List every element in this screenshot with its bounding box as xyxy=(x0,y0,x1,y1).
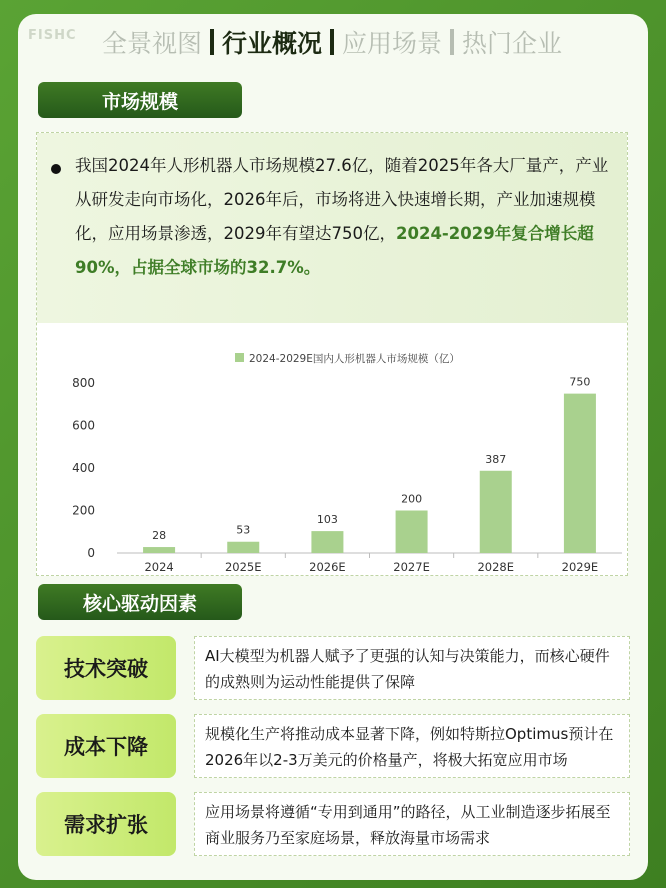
bar-chart xyxy=(37,325,627,575)
tab-divider xyxy=(450,29,454,55)
data-label: 53 xyxy=(236,523,251,537)
tab-companies[interactable]: 热门企业 xyxy=(462,29,563,58)
driver-label: 需求扩张 xyxy=(36,792,176,856)
driver-row-demand xyxy=(36,792,630,856)
tab-divider xyxy=(210,29,214,55)
bar xyxy=(564,394,596,553)
data-label: 103 xyxy=(316,513,338,527)
driver-description: AI大模型为机器人赋予了更强的认知与决策能力，而核心硬件的成熟则为运动性能提供了保障 xyxy=(194,636,630,700)
y-tick-label: 800 xyxy=(72,376,95,390)
x-tick-label: 2025E xyxy=(224,560,262,574)
y-tick-label: 600 xyxy=(72,418,95,433)
legend-label: 2024-2029E国内人形机器人市场规模（亿） xyxy=(249,353,460,365)
x-tick-label: 2027E xyxy=(393,560,430,574)
tab-industry[interactable]: 行业概况 xyxy=(222,29,323,58)
tab-divider xyxy=(330,29,334,55)
bar xyxy=(311,531,343,553)
y-tick-label: 0 xyxy=(87,546,95,560)
logo: FISHC xyxy=(28,28,77,43)
x-tick-label: 2026E xyxy=(309,560,346,574)
content-panel xyxy=(18,14,648,880)
bar xyxy=(143,547,175,553)
data-label: 28 xyxy=(152,529,167,543)
section-title-market: 市场规模 xyxy=(38,82,242,118)
driver-label: 技术突破 xyxy=(36,636,176,700)
y-tick-label: 400 xyxy=(72,461,95,475)
tab-applications[interactable]: 应用场景 xyxy=(342,29,443,58)
x-tick-label: 2024 xyxy=(144,560,174,574)
market-chart xyxy=(37,325,627,575)
bullet-icon xyxy=(51,164,61,174)
data-label: 387 xyxy=(485,452,507,466)
x-tick-label: 2029E xyxy=(561,560,599,574)
bar xyxy=(227,542,259,553)
market-text: 我国2024年人形机器人市场规模27.6亿，随着2025年各大厂量产，产业从研发走向市场化，2026年后，市场将进入快速增长期，产业加速规模化，应用场景渗透，2029年有望达750亿， xyxy=(75,156,609,243)
driver-label: 成本下降 xyxy=(36,714,176,778)
tab-overview[interactable]: 全景视图 xyxy=(102,29,203,58)
market-text-highlight: 2024-2029年复合增长超90%，占据全球市场的32.7%。 xyxy=(75,224,594,277)
section-title-drivers: 核心驱动因素 xyxy=(38,584,242,620)
driver-row-tech xyxy=(36,636,630,700)
driver-description: 规模化生产将推动成本显著下降，例如特斯拉Optimus预计在2026年以2-3万美元的价格量产，将极大拓宽应用市场 xyxy=(194,714,630,778)
driver-row-cost xyxy=(36,714,630,778)
data-label: 200 xyxy=(401,492,423,506)
driver-description: 应用场景将遵循“专用到通用”的路径，从工业制造逐步拓展至商业服务乃至家庭场景，释放海量市场需求 xyxy=(194,792,630,856)
top-navigation xyxy=(98,24,566,60)
y-tick-label: 200 xyxy=(72,503,95,518)
data-label: 750 xyxy=(569,375,591,389)
market-card xyxy=(36,132,628,576)
bar xyxy=(396,511,428,554)
market-summary xyxy=(37,133,627,323)
market-summary-text xyxy=(75,149,615,285)
bar xyxy=(480,471,512,553)
x-tick-label: 2028E xyxy=(477,560,515,574)
legend-swatch xyxy=(235,353,244,362)
